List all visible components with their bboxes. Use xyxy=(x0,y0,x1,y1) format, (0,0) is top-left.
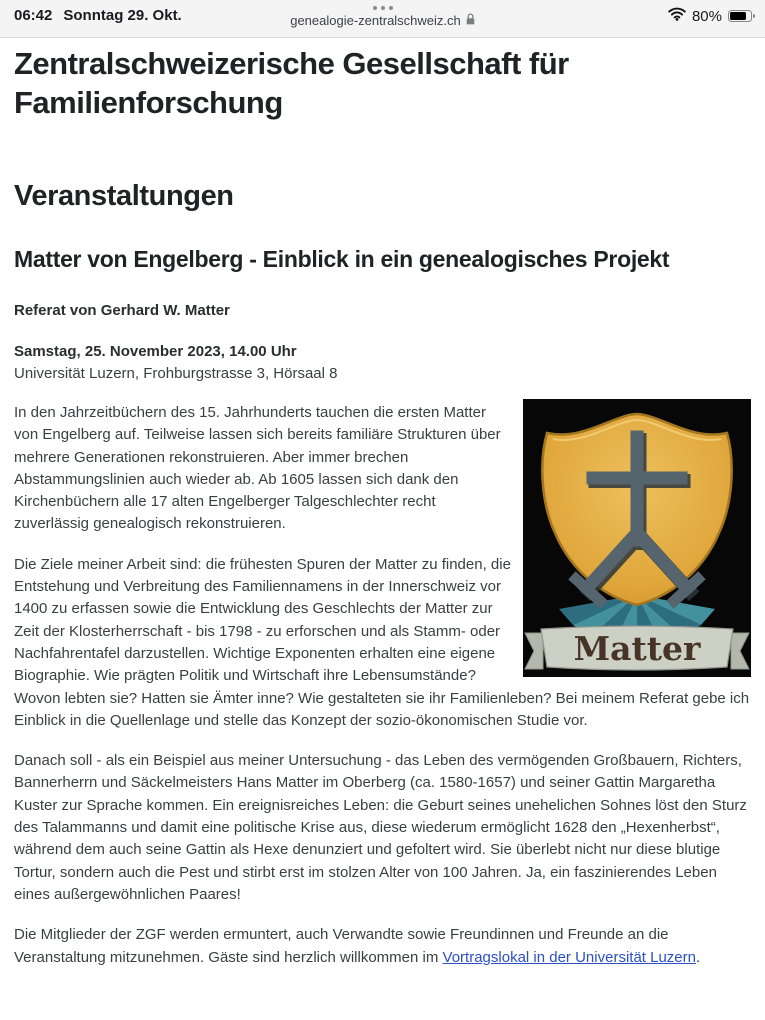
dot-icon xyxy=(373,6,377,10)
wifi-icon xyxy=(668,7,686,25)
dot-icon xyxy=(381,6,385,10)
article-title: Matter von Engelberg - Einblick in ein genealogisches Projekt xyxy=(14,246,670,272)
speaker-line: Referat von Gerhard W. Matter xyxy=(14,302,230,319)
status-bar xyxy=(0,0,765,38)
vortragslokal-link[interactable]: Vortragslokal in der Universität Luzern xyxy=(442,948,696,966)
crest-banner xyxy=(525,626,749,670)
paragraph-closing xyxy=(14,924,751,969)
article-body xyxy=(14,402,751,969)
site-title: Zentralschweizerische Gesellschaft für Familienforschung xyxy=(14,46,569,120)
closing-text-after: . xyxy=(696,948,701,966)
section-title: Veranstaltungen xyxy=(14,180,234,212)
event-location: Universität Luzern, Frohburgstrasse 3, Hörsaal 8 xyxy=(14,365,338,382)
battery-fill xyxy=(730,12,746,20)
tab-overview-button[interactable] xyxy=(373,6,393,10)
lock-icon xyxy=(466,13,475,28)
date: Sonntag 29. Okt. xyxy=(63,7,182,24)
battery-percent: 80% xyxy=(691,7,722,25)
matter-coat-of-arms-image xyxy=(523,399,751,677)
paragraph-2: Die Ziele meiner Arbeit sind: die frühesten Spuren der Matter zu finden, die Entstehung und Verbreitung des Familiennamens in der Innerschweiz vor 1400 zu erfassen sowie die Entwicklung des Geschlechts der Matter zur Zeit der Klosterherrschaft - bis 1798 - zu erforschen und als Stamm- oder Nachfahrentafel darzustellen. Wichtige Exponenten erhalten eine eigene Biographie. Wie prägten Politik und Wirtschaft ihre Lebensumstände? Wovon lebten sie? Hatten sie Ämter inne? Wie gestalteten sie ihr Familienleben? Bei meinem Referat gebe ich Einblick in die Quellenlage und stelle das Konzept der sozio-ökonomischen Studie vor. xyxy=(14,555,750,729)
paragraph-3: Danach soll - als ein Beispiel aus meiner Untersuchung - das Leben des vermögenden Großbauern, Richters, Bannerherrn und Säckelmeisters Hans Matter im Oberberg (ca. 1580-1657) und seiner Gattin Margaretha Kuster zur Sprache kommen. Ein ereignisreiches Leben: die Geburt seines unehelichen Sohnes löst den Sturz des Talammanns und damit eine politische Krise aus, diese wiederum ermöglicht 1628 den „Hexenherbst“, während dem auch seine Gattin als Hexe denunziert und gefoltert wird. Sie überlebt nicht nur diese blutige Tortur, sondern auch die Pest und stirbt erst im stolzen Alter von 100 Jahren. Ja, ein faszinierendes Leben eines außergewöhnlichen Paares! xyxy=(14,752,747,903)
clock: 06:42 xyxy=(14,7,53,24)
battery-icon xyxy=(728,10,755,22)
event-datetime: Samstag, 25. November 2023, 14.00 Uhr xyxy=(14,343,297,360)
url-text: genealogie-zentralschweiz.ch xyxy=(290,13,461,28)
dot-icon xyxy=(389,6,393,10)
crest-graphic xyxy=(523,399,751,677)
paragraph-1: In den Jahrzeitbüchern des 15. Jahrhunderts tauchen die ersten Matter von Engelberg auf. Teilweise lassen sich bereits familiäre Strukturen über mehrere Generationen rekonstruieren. Aber immer brechen Abstammungslinien auch wieder ab. Ab 1605 lassen sich dank den Kirchenbüchern alle 17 alten Engelberger Talgeschlechter recht zuverlässig genealogisch rekonstruieren. xyxy=(14,404,501,533)
url-bar[interactable] xyxy=(290,13,475,28)
closing-text-before: Die Mitglieder der ZGF werden ermuntert, auch Verwandte sowie Freundinnen und Freunde an die Veranstaltung mitzunehmen. Gäste sind herzlich willkommen im xyxy=(14,926,669,966)
crest-banner-text: Matter xyxy=(573,629,701,668)
page-content xyxy=(0,44,765,969)
